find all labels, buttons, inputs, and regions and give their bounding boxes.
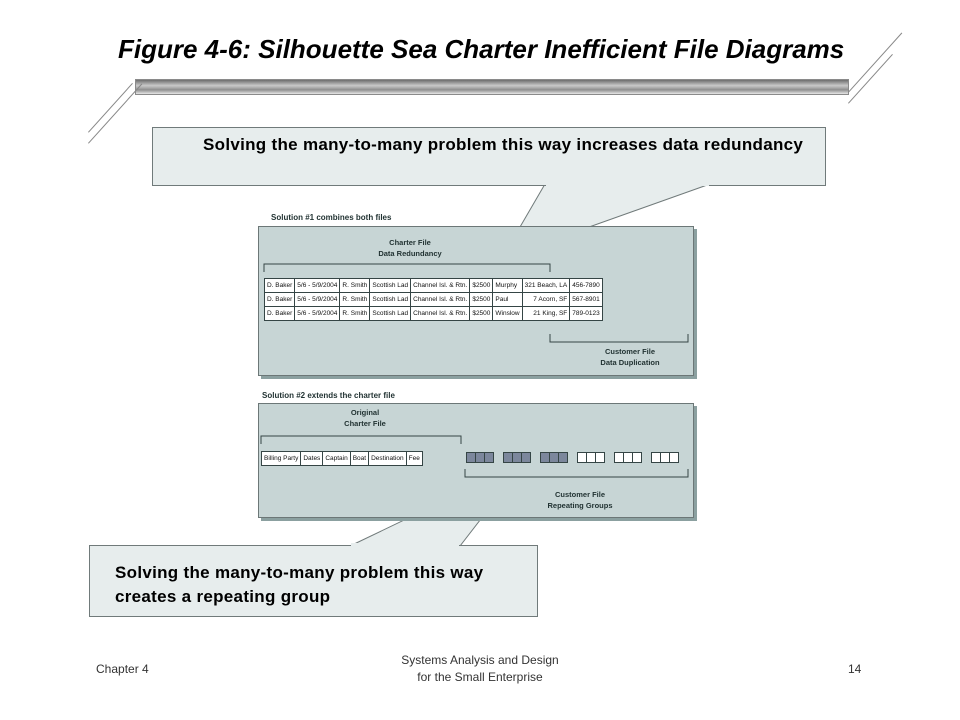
table-cell: Channel Isl. & Rtn. (411, 279, 470, 293)
table-cell: 321 Beach, LA (522, 279, 570, 293)
table-header-cell: Boat (350, 452, 368, 466)
repeating-groups (466, 452, 696, 466)
table-cell: D. Baker (265, 279, 295, 293)
group-cell (632, 452, 642, 463)
customer-file-label (570, 346, 690, 368)
footer-course (330, 652, 630, 686)
callout-top-mask (545, 182, 715, 186)
table-cell: Paul (493, 293, 522, 307)
table-cell: $2500 (470, 279, 493, 293)
solution2-table (261, 451, 423, 466)
table-cell: R. Smith (340, 279, 370, 293)
footer-chapter: Chapter 4 (96, 662, 149, 676)
table-cell: 456-7890 (570, 279, 602, 293)
table-cell: 7 Acorn, SF (522, 293, 570, 307)
repeating-group-filled (540, 452, 567, 463)
footer-course-line-1: Systems Analysis and Design (401, 653, 559, 667)
repeating-groups-label-1: Customer File (554, 490, 605, 499)
solution1-caption: Solution #1 combines both files (271, 213, 392, 222)
original-file-label-1: Original (350, 408, 380, 417)
repeating-group-filled (466, 452, 493, 463)
table-cell: D. Baker (265, 293, 295, 307)
table-cell: R. Smith (340, 307, 370, 321)
table-cell: D. Baker (265, 307, 295, 321)
group-cell (521, 452, 531, 463)
table-cell: 5/6 - 5/9/2004 (295, 279, 340, 293)
table-row (265, 307, 603, 321)
group-cell (595, 452, 605, 463)
slide-title: Figure 4-6: Silhouette Sea Charter Inefficient File Diagrams (118, 34, 845, 64)
repeating-groups-label (520, 489, 640, 511)
repeating-group-filled (503, 452, 530, 463)
footer-page-number: 14 (848, 662, 862, 676)
table-cell: $2500 (470, 307, 493, 321)
group-cell (484, 452, 494, 463)
original-file-label-2: Charter File (344, 419, 386, 428)
repeating-group-empty (651, 452, 678, 463)
callout-top-text: Solving the many-to-many problem this way increases data redundancy (203, 135, 804, 154)
group-cell (669, 452, 679, 463)
table-cell: Scottish Lad (370, 307, 411, 321)
table-cell: Scottish Lad (370, 293, 411, 307)
solution1-table (264, 278, 603, 321)
table-cell: 21 King, SF (522, 307, 570, 321)
table-cell: 5/6 - 5/9/2004 (295, 293, 340, 307)
table-cell: Winslow (493, 307, 522, 321)
table-cell: 5/6 - 5/9/2004 (295, 307, 340, 321)
table-cell: R. Smith (340, 293, 370, 307)
table-header-cell: Destination (369, 452, 407, 466)
group-cell (558, 452, 568, 463)
customer-file-label-1: Customer File (604, 347, 655, 356)
table-cell: 789-0123 (570, 307, 602, 321)
repeating-groups-label-2: Repeating Groups (547, 501, 613, 510)
callout-bottom-text: Solving the many-to-many problem this way creates a repeating group (115, 563, 484, 606)
table-header-cell: Fee (406, 452, 422, 466)
callout-bottom-mask (350, 543, 462, 547)
table-header-cell: Billing Party (262, 452, 301, 466)
table-row (265, 279, 603, 293)
table-header-cell: Captain (323, 452, 350, 466)
footer-course-line-2: for the Small Enterprise (417, 670, 543, 684)
table-cell: Murphy (493, 279, 522, 293)
table-cell: $2500 (470, 293, 493, 307)
charter-file-label-2: Data Redundancy (378, 249, 442, 258)
table-header-cell: Dates (301, 452, 323, 466)
repeating-group-empty (577, 452, 604, 463)
table-cell: Channel Isl. & Rtn. (411, 293, 470, 307)
charter-file-label-1: Charter File (389, 238, 431, 247)
repeating-group-empty (614, 452, 641, 463)
table-row (265, 293, 603, 307)
table-cell: Channel Isl. & Rtn. (411, 307, 470, 321)
solution2-caption: Solution #2 extends the charter file (262, 391, 395, 400)
customer-file-label-2: Data Duplication (600, 358, 660, 367)
table-cell: Scottish Lad (370, 279, 411, 293)
table-cell: 567-8901 (570, 293, 602, 307)
